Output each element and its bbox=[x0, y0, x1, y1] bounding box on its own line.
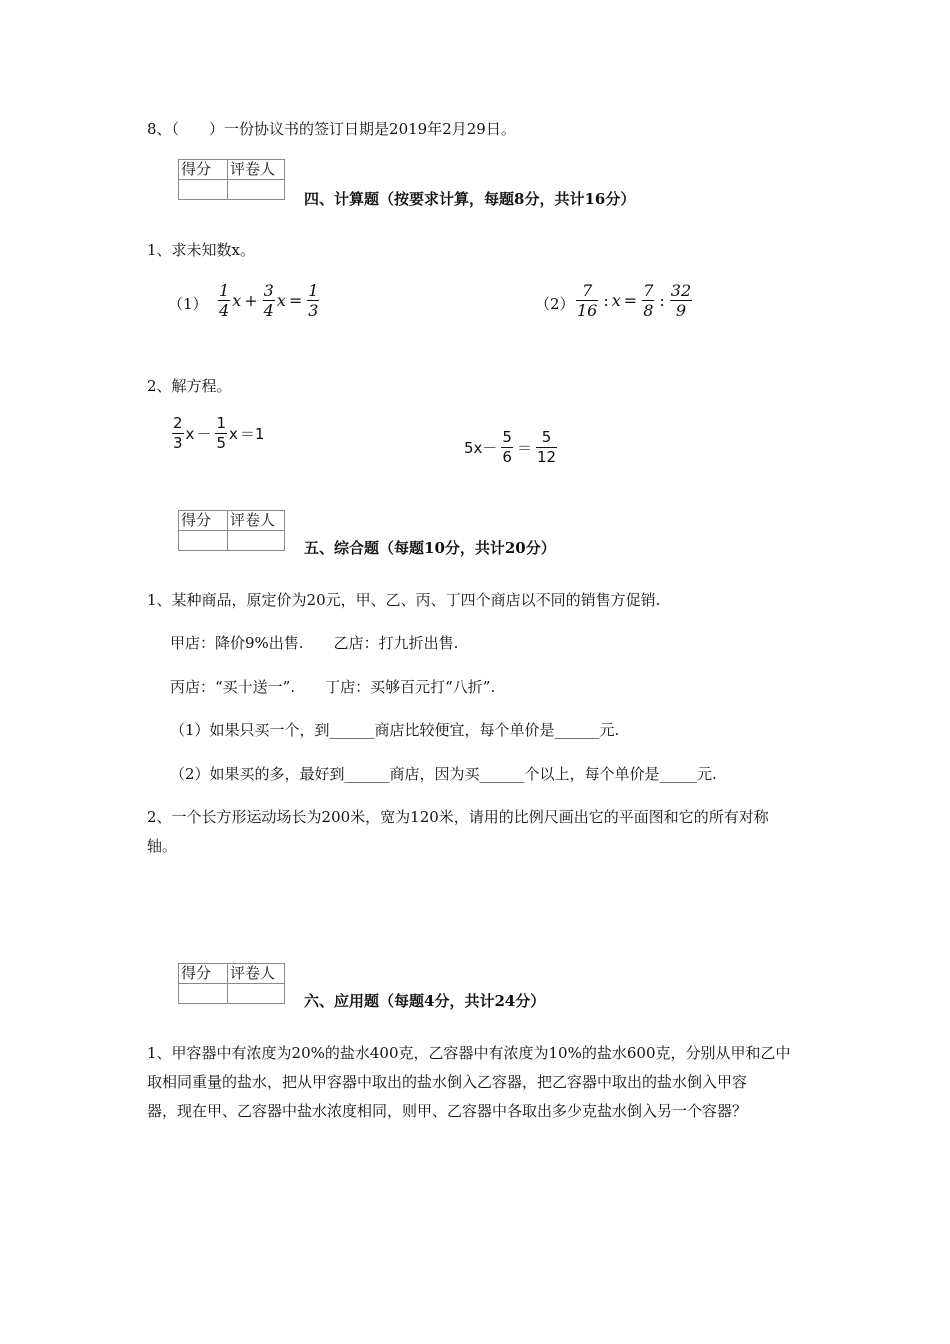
sub-question-1: （1）如果只买一个，到______商店比较便宜，每个单价是______元. bbox=[170, 721, 620, 739]
score-cell bbox=[179, 984, 228, 1004]
section-4-title: 四、计算题（按要求计算，每题8分，共计16分） bbox=[304, 190, 636, 208]
grader-header: 评卷人 bbox=[228, 511, 285, 531]
fraction: $\frac{7}{16}$ bbox=[577, 281, 598, 320]
section-5-title: 五、综合题（每题10分，共计20分） bbox=[304, 539, 556, 557]
score-cell bbox=[179, 180, 228, 200]
equation-2: $\frac{7}{16}$ : x = $\frac{7}{8}$ : $\frac{32}{9}$ bbox=[577, 281, 692, 320]
fraction: $\frac{5}{6}$ bbox=[502, 428, 512, 466]
fraction: $\frac{3}{4}$ bbox=[263, 281, 274, 320]
section-4-question-1: 1、求未知数x。 bbox=[147, 241, 256, 259]
grader-cell bbox=[228, 531, 285, 551]
score-table bbox=[178, 159, 285, 200]
grader-cell bbox=[228, 180, 285, 200]
section-6-question-1-line2: 取相同重量的盐水，把从甲容器中取出的盐水倒入乙容器，把乙容器中取出的盐水倒入甲容 bbox=[147, 1073, 748, 1091]
fraction: $\frac{1}{4}$ bbox=[219, 281, 230, 320]
grader-header: 评卷人 bbox=[228, 160, 285, 180]
equation-3: $\frac{2}{3}$ x － $\frac{1}{5}$ x ＝1 bbox=[173, 414, 265, 452]
score-cell bbox=[179, 531, 228, 551]
score-table bbox=[178, 510, 285, 551]
grader-cell bbox=[228, 984, 285, 1004]
equation-1: $\frac{1}{4}$ x + $\frac{3}{4}$ x = $\frac{1}{3}$ bbox=[219, 281, 319, 320]
part-2-label: （2） bbox=[535, 295, 575, 313]
score-header: 得分 bbox=[179, 160, 228, 180]
grader-header: 评卷人 bbox=[228, 964, 285, 984]
score-table bbox=[178, 963, 285, 1004]
section-6-title: 六、应用题（每题4分，共计24分） bbox=[304, 992, 546, 1010]
equation-4: 5x－ $\frac{5}{6}$ ＝ $\frac{5}{12}$ bbox=[464, 428, 557, 466]
section-5-question-1: 1、某种商品，原定价为20元，甲、乙、丙、丁四个商店以不同的销售方促销. bbox=[147, 591, 661, 609]
fraction: $\frac{1}{3}$ bbox=[308, 281, 319, 320]
score-header: 得分 bbox=[179, 511, 228, 531]
section-6-question-1-line1: 1、甲容器中有浓度为20%的盐水400克，乙容器中有浓度为10%的盐水600克，分别从甲和乙中 bbox=[147, 1044, 791, 1062]
promo-line-a: 甲店：降价9%出售. 乙店：打九折出售. bbox=[170, 634, 459, 652]
section-5-question-2-line2: 轴。 bbox=[147, 837, 178, 855]
section-5-question-2-line1: 2、一个长方形运动场长为200米，宽为120米，请用的比例尺画出它的平面图和它的所有对称 bbox=[147, 808, 769, 826]
fraction: $\frac{5}{12}$ bbox=[536, 428, 557, 466]
fraction: $\frac{2}{3}$ bbox=[173, 414, 183, 452]
section-6-question-1-line3: 器，现在甲、乙容器中盐水浓度相同，则甲、乙容器中各取出多少克盐水倒入另一个容器？ bbox=[147, 1102, 748, 1120]
section-4-question-2: 2、解方程。 bbox=[147, 377, 232, 395]
promo-line-b: 丙店：“买十送一”. 丁店：买够百元打“八折”. bbox=[170, 678, 496, 696]
fraction: $\frac{32}{9}$ bbox=[670, 281, 692, 320]
score-header: 得分 bbox=[179, 964, 228, 984]
question-8: 8、（ ）一份协议书的签订日期是2019年2月29日。 bbox=[147, 120, 516, 138]
sub-question-2: （2）如果买的多，最好到______商店，因为买______个以上，每个单价是_____元. bbox=[170, 765, 717, 783]
part-1-label: （1） bbox=[168, 295, 208, 313]
fraction: $\frac{7}{8}$ bbox=[643, 281, 654, 320]
fraction: $\frac{1}{5}$ bbox=[216, 414, 226, 452]
